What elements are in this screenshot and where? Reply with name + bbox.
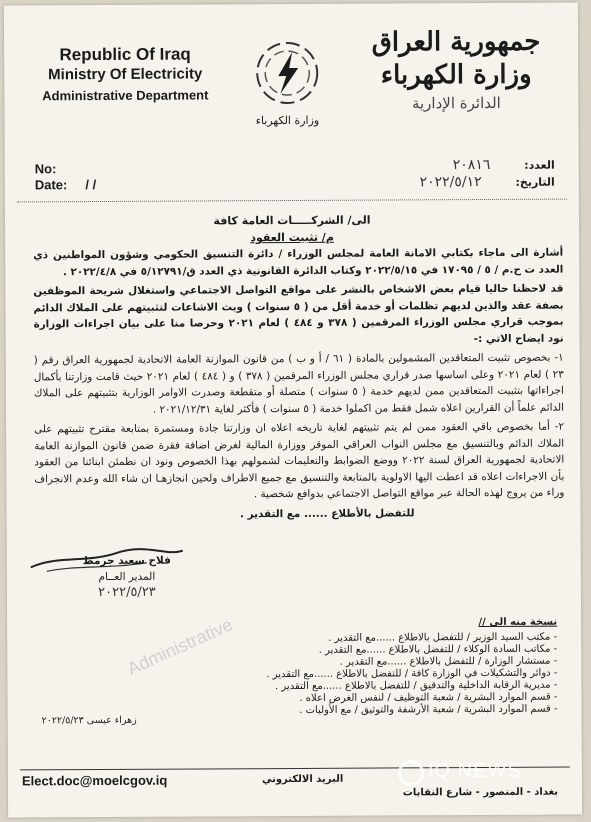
ar-number-label: العدد:	[524, 158, 555, 172]
footer-address: بغداد - المنصور - شارع النقابات	[402, 786, 559, 799]
letter-body	[33, 245, 564, 527]
closing-line: للتفضل بالأطلاع ...... مع التقدير .	[240, 506, 415, 520]
typist-initials: زهراء عيسى ٢٠٢٢/٥/٢٣	[41, 714, 137, 727]
paragraph-point-1: ١- بخصوص تثبيت المتعاقدين المشمولين بالمادة ( ٦١ / أ و ب ) من قانون الموازنة العامة الاتحادية لجمهورية العراق رقم ( ٢٣ ) لعام ٢٠٢١ وعلى اساسها صدر قراري مجلس الوزراء المرقمين ( ٣٧٨ ) و ( ٤٨٤ ) لعام ٢٠٢١ حيث قامت وزارتنا بأكمال اجراءاتها بتثبيت المتعاقدين ممن لديهم خدمة ( ٥ سنوات ) متصلة أو متقطعة وصدرت الاوامر الوزارية بتثبيتهم على الملاك الدائم علماً أن القرارين اعلاه شمل فقط من اكملوا خدمة ( ٥ سنوات ) فأكثر لغاية ٢٠٢١/١٢/٣١ .	[33, 351, 565, 416]
paragraph-reference: أشارة الى ماجاء بكتابي الامانة العامة لمجلس الوزراء / دائرة التنسيق الحكومي وشؤون المواطنين ذي العدد ت ح.م / ٥ / ١٧٠٩٥ في ٢٠٢٢/٥/١٥ وكتاب الدائرة القانونية ذي العدد ق/٥/١٢٧٩١ في ٢٠٢٢/٤/٨ .	[33, 246, 564, 278]
department-name-ar: الدائرة الإدارية	[411, 93, 501, 113]
ar-number-value: ٢٠٨١٦	[452, 156, 491, 174]
reference-block-ar	[419, 157, 554, 192]
logo-caption: وزارة الكهرباء	[255, 113, 320, 128]
subject-line: م/ تثبيت العقود	[250, 230, 334, 245]
paragraph-intro: قد لاحظنا حاليا قيام بعض الاشخاص بالنشر على مواقع التواصل الاجتماعي واستغلال شريحة الموظفين بصفة عقد والذين لديهم تظلمات أو خدمة أقل من ( ٥ سنوات ) وبث الاشاعات لتثبيتهم على الملاك الدائم بموجب قراري مجلس الوزراء المرقمين ( ٣٧٨ و ٤٨٤ ) لعام ٢٠٢١ وحرصا منا على بيان اجراءات الوزارة نود ايضاح الاتي :-	[33, 282, 564, 345]
ar-date-label: التاريخ:	[515, 175, 555, 189]
header-divider	[17, 199, 567, 203]
ministry-logo	[242, 38, 332, 127]
copy-item: - مكتب السيد الوزير / للتفضل بالاطلاع ......مع التقدير .	[328, 631, 558, 644]
country-name-en: Republic Of Iraq	[59, 44, 191, 65]
faint-stamp: Administrative	[124, 614, 236, 680]
ministry-name-en: Ministry Of Electricity	[48, 65, 203, 84]
no-label: No:	[34, 161, 57, 177]
arabic-letterhead	[356, 25, 556, 116]
department-name-en: Administrative Department	[42, 87, 209, 104]
copies-title: نسخة منه الى //	[478, 616, 558, 629]
ar-date-value: ٢٠٢٢/٥/١٢	[419, 174, 482, 191]
recipient-block	[5, 211, 579, 248]
ministry-name-ar: وزارة الكهرباء	[380, 59, 532, 91]
reference-block-en	[35, 161, 97, 193]
signature-block	[77, 553, 177, 602]
date-value: / /	[85, 177, 97, 193]
document-page	[4, 3, 582, 818]
watermark-logo-icon	[398, 760, 424, 786]
copy-item: - مكاتب السادة الوكلاء / للتفضل بالاطلاع ......مع التقدير .	[318, 643, 558, 656]
copy-item: - مستشار الوزارة / للتفضل بالاطلاع ......مع التقدير .	[339, 655, 558, 668]
signatory-title: المدير العــام	[98, 570, 156, 584]
signature-date: ٢٠٢٢/٥/٢٣	[98, 584, 156, 601]
paragraph-point-2: ٢- أما بخصوص باقي العقود ممن لم يتم تثبيتهم لغاية تاريخه اعلاه ان وزارتنا جادة ومستمرة بمتابعة مقترح تثبيتهم على الملاك الدائم وبالتنسيق مع مجلس النواب العراقي الموقر ووزارة المالية لغرض اضافة فقرة ضمن قانون الموازنة العامة الاتحادية لجمهورية العراق لسنة ٢٠٢٢ ووضع الضوابط والتعليمات لشمولهم بهذا الخصوص ونود ان نطمئن ابنائنا من العقود بأن الاجراءات اعلاه قد اعطت اليها الاولوية بالمتابعة والتنسيق مع جميع الاطراف ولحين انجازهـا ان شاء الله وعدم الانجراف وراء من يروج لهذه الحالة عبر مواقع التواصل الاجتماعي بدوافع شخصية .	[34, 420, 565, 501]
country-name-ar: جمهورية العراق	[371, 26, 541, 58]
copy-item: - دوائر والتشكيلات في الوزارة كافة / للتفضل بالاطلاع ......مع التقدير .	[266, 667, 558, 681]
date-label: Date:	[34, 177, 68, 193]
footer-email-label: البريد الالكتروني	[261, 773, 344, 786]
footer-email: Elect.doc@moelcgov.iq	[21, 772, 168, 789]
copies-list	[197, 617, 558, 718]
recipient-line: الى/ الشركـــــات العامة كافة	[213, 213, 371, 228]
copy-item: - قسم الموارد البشرية / شعبة الأرشفة والتوثيق / مع الأوليات .	[299, 703, 558, 716]
lightning-logo-icon	[252, 38, 322, 108]
news-watermark: IQ NEWS	[428, 760, 522, 782]
english-letterhead	[40, 44, 210, 107]
copy-item: - مديرية الرقابة الداخلية والتدقيق / للتفضل بالاطلاع ......مع التقدير .	[275, 679, 558, 693]
copy-item: - قسم الموارد البشرية / شعبة التوظيف / لنفس الغرض اعلاه .	[299, 691, 558, 704]
signatory-name: فلاح سعيد جرمط	[82, 554, 171, 568]
